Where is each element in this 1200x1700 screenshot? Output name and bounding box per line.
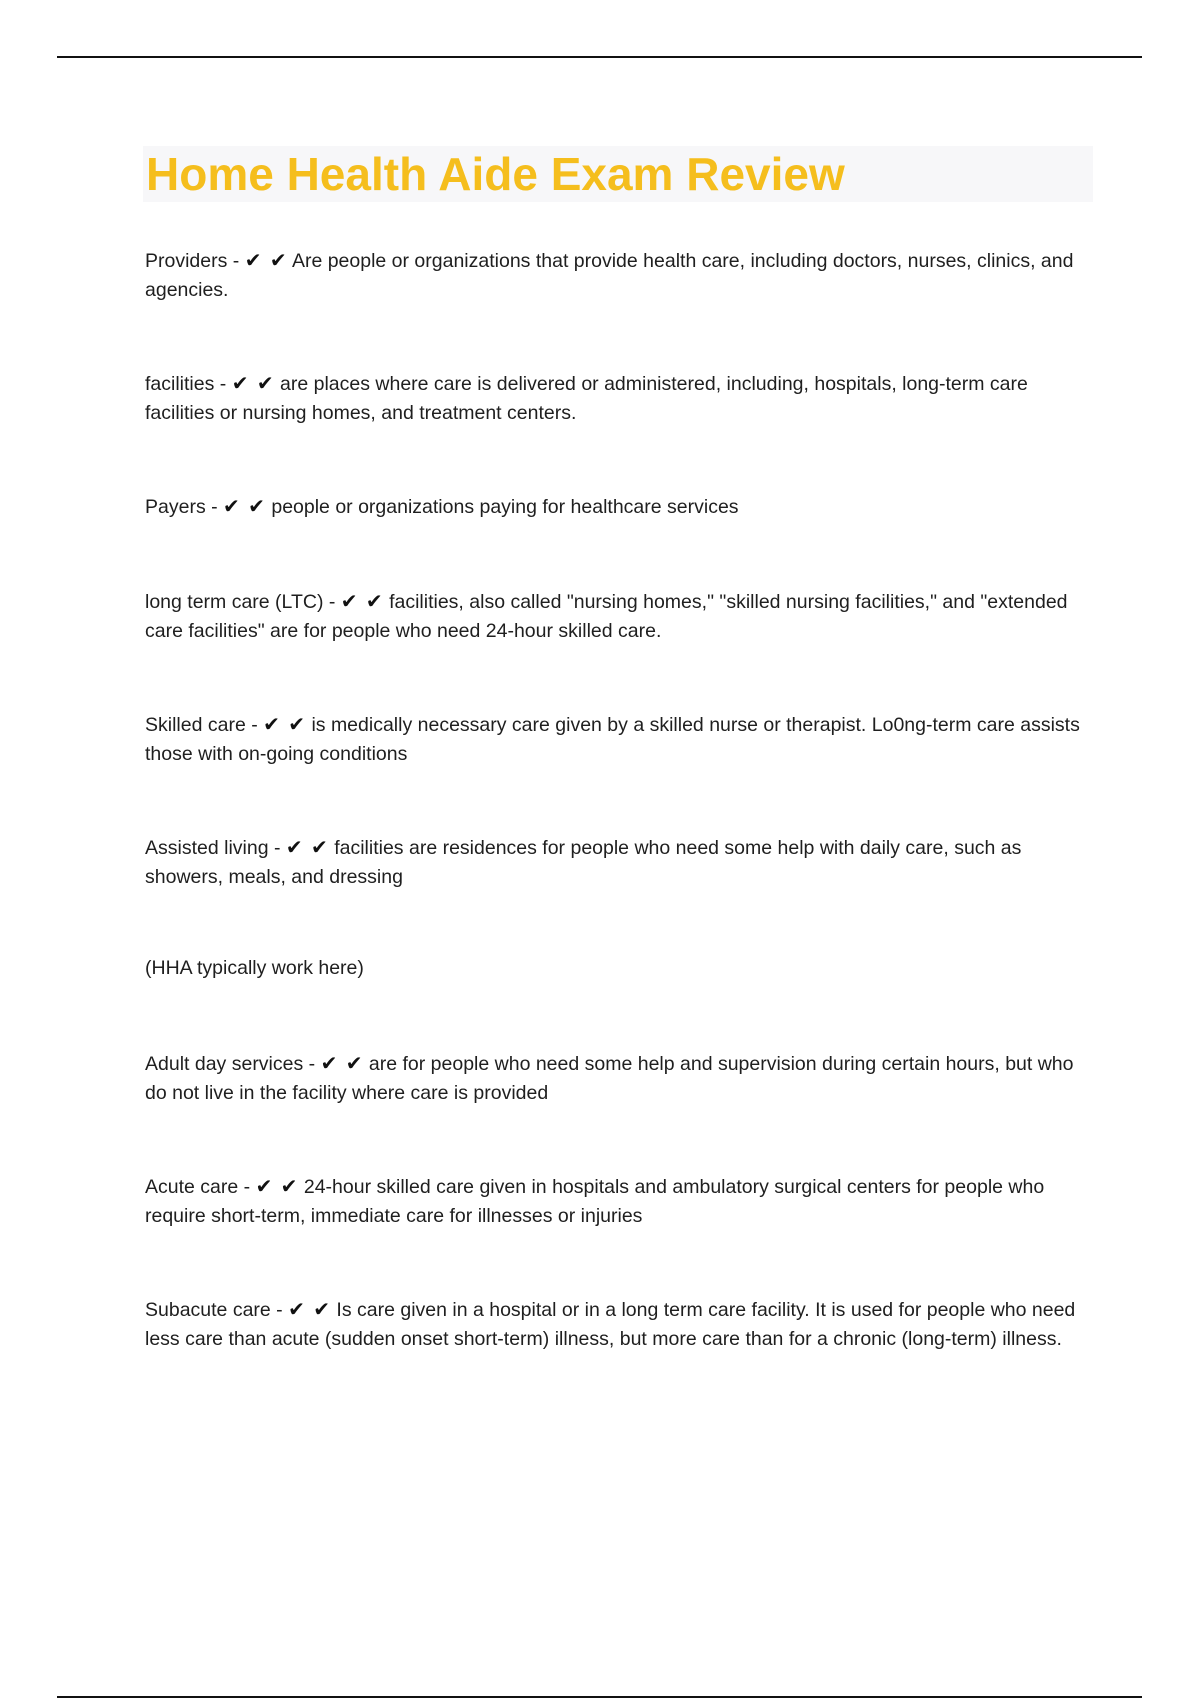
entry-term: Acute care: [145, 1176, 239, 1198]
entry-definition: facilities, also called "nursing homes," "skilled nursing facilities," and "extended care facilities" are for people who need 24-hour skilled care.: [145, 591, 1068, 642]
entry-payers: [145, 492, 1095, 522]
double-check-icon: ✔ ✔: [285, 835, 329, 859]
entry-term: Payers: [145, 496, 206, 518]
term-separator: -: [245, 714, 264, 736]
double-check-icon: ✔ ✔: [288, 1297, 331, 1321]
entry-term: long term care (LTC): [145, 591, 324, 613]
term-separator: -: [270, 1299, 289, 1321]
term-separator: -: [323, 591, 341, 613]
note-hha-work: (HHA typically work here): [145, 957, 364, 979]
entry-acute-care: [145, 1172, 1095, 1231]
entry-definition: Are people or organizations that provide health care, including doctors, nurses, clinics, and agencies.: [145, 250, 1074, 301]
double-check-icon: ✔ ✔: [231, 371, 275, 395]
double-check-icon: ✔ ✔: [223, 494, 266, 518]
entry-term: Providers: [145, 250, 228, 272]
entry-term: Assisted living: [145, 837, 269, 859]
entry-definition: facilities are residences for people who need some help with daily care, such as showers, meals, and dressing: [145, 837, 1022, 888]
term-separator: -: [227, 250, 245, 272]
entry-subacute-care: [145, 1295, 1095, 1354]
entry-definition: Is care given in a hospital or in a long term care facility. It is used for people who need less care than acute (sudden onset short-term) illness, but more care than for a chronic (long-term) illness.: [145, 1299, 1076, 1350]
entry-definition: people or organizations paying for healthcare services: [271, 496, 739, 518]
entry-definition: are places where care is delivered or administered, including, hospitals, long-term care facilities or nursing homes, and treatment centers.: [145, 373, 1028, 424]
entry-definition: is medically necessary care given by a skilled nurse or therapist. Lo0ng-term care assists those with on-going conditions: [145, 714, 1080, 765]
entry-definition: are for people who need some help and supervision during certain hours, but who do not live in the facility where care is provided: [145, 1053, 1074, 1104]
entry-long-term-care: [145, 587, 1095, 646]
double-check-icon: ✔ ✔: [263, 712, 307, 736]
entry-providers: [145, 246, 1095, 305]
double-check-icon: ✔ ✔: [320, 1051, 364, 1075]
bottom-rule: [57, 1696, 1142, 1698]
entry-assisted-living: [145, 833, 1095, 892]
entry-term: Adult day services: [145, 1053, 304, 1075]
entry-skilled-care: [145, 710, 1095, 769]
term-separator: -: [205, 496, 224, 518]
entry-term: facilities: [145, 373, 215, 395]
double-check-icon: ✔ ✔: [255, 1174, 299, 1198]
entry-term: Subacute care: [145, 1299, 271, 1321]
entry-facilities: [145, 369, 1095, 428]
document-title: Home Health Aide Exam Review: [146, 148, 845, 200]
term-separator: -: [238, 1176, 256, 1198]
top-rule: [57, 56, 1142, 58]
double-check-icon: ✔ ✔: [340, 589, 384, 613]
entry-term: Skilled care: [145, 714, 246, 736]
entry-definition: 24-hour skilled care given in hospitals and ambulatory surgical centers for people who require short-term, immediate care for illnesses or injuries: [145, 1176, 1045, 1227]
term-separator: -: [303, 1053, 321, 1075]
double-check-icon: ✔ ✔: [244, 248, 288, 272]
term-separator: -: [214, 373, 232, 395]
term-separator: -: [268, 837, 286, 859]
entry-adult-day-services: [145, 1049, 1095, 1108]
